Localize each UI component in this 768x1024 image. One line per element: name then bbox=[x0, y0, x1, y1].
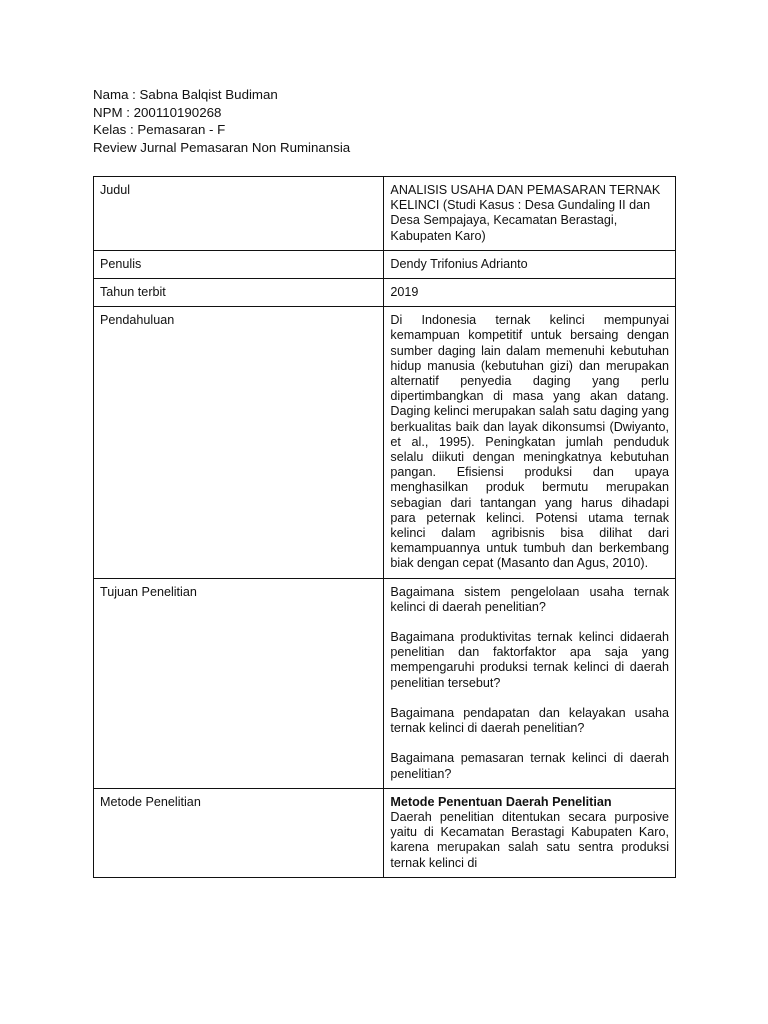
metode-value bbox=[384, 788, 676, 877]
judul-value: ANALISIS USAHA DAN PEMASARAN TERNAK KELINCI (Studi Kasus : Desa Gundaling II dan Desa Sempajaya, Kecamatan Berastagi, Kabupaten Karo) bbox=[384, 177, 676, 251]
journal-review-table bbox=[93, 176, 676, 878]
table-row-pendahuluan bbox=[94, 307, 676, 578]
tujuan-label: Tujuan Penelitian bbox=[94, 578, 384, 788]
metode-text: Daerah penelitian ditentukan secara purposive yaitu di Kecamatan Berastagi Kabupaten Karo, karena merupakan salah satu sentra produksi ternak kelinci di bbox=[390, 809, 669, 870]
student-info bbox=[93, 86, 350, 156]
student-name: Nama : Sabna Balqist Budiman bbox=[93, 87, 278, 102]
tujuan-item-3: Bagaimana pendapatan dan kelayakan usaha ternak kelinci di daerah penelitian? bbox=[390, 705, 669, 736]
student-class: Kelas : Pemasaran - F bbox=[93, 122, 226, 138]
metode-heading: Metode Penentuan Daerah Penelitian bbox=[390, 794, 612, 809]
penulis-label: Penulis bbox=[94, 250, 384, 278]
tujuan-value bbox=[384, 578, 676, 788]
document-title: Review Jurnal Pemasaran Non Ruminansia bbox=[93, 139, 351, 155]
tahun-label: Tahun terbit bbox=[94, 279, 384, 307]
tujuan-item-4: Bagaimana pemasaran ternak kelinci di daerah penelitian? bbox=[390, 751, 669, 781]
tujuan-item-2: Bagaimana produktivitas ternak kelinci didaerah penelitian dan faktorfaktor apa saja yang mempengaruhi produksi ternak kelinci di daerah penelitian tersebut? bbox=[390, 630, 669, 690]
student-npm: NPM : 200110190268 bbox=[93, 104, 222, 120]
metode-label: Metode Penelitian bbox=[94, 788, 384, 877]
penulis-value: Dendy Trifonius Adrianto bbox=[384, 250, 676, 278]
judul-label: Judul bbox=[94, 177, 384, 251]
table-row-tujuan bbox=[94, 578, 676, 788]
tahun-value: 2019 bbox=[384, 279, 676, 307]
pendahuluan-value: Di Indonesia ternak kelinci mempunyai kemampuan kompetitif untuk bersaing dengan sumber daging lain dalam memenuhi kebutuhan hidup manusia (kebutuhan gizi) dan merupakan alternatif penyedia daging yang perlu dipertimbangkan di masa yang akan datang. Daging kelinci merupakan salah satu daging yang berkualitas baik dan layak dikonsumsi (Dwiyanto, et al., 1995). Peningkatan jumlah penduduk selalu diikuti dengan meningkatnya kebutuhan pangan. Efisiensi produksi dan upaya menghasilkan produk bermutu merupakan sebagian dari tantangan yang harus dihadapi para peternak kelinci. Potensi utama ternak kelinci dalam agribisnis bisa dilihat dari kemampuannya untuk tumbuh dan berkembang biak dengan cepat (Masanto dan Agus, 2010). bbox=[384, 307, 676, 578]
tujuan-item-1: Bagaimana sistem pengelolaan usaha ternak kelinci di daerah penelitian? bbox=[390, 584, 669, 614]
table-row-penulis bbox=[94, 250, 676, 278]
table-row-judul bbox=[94, 177, 676, 251]
table-row-tahun bbox=[94, 279, 676, 307]
table-row-metode bbox=[94, 788, 676, 877]
pendahuluan-label: Pendahuluan bbox=[94, 307, 384, 578]
